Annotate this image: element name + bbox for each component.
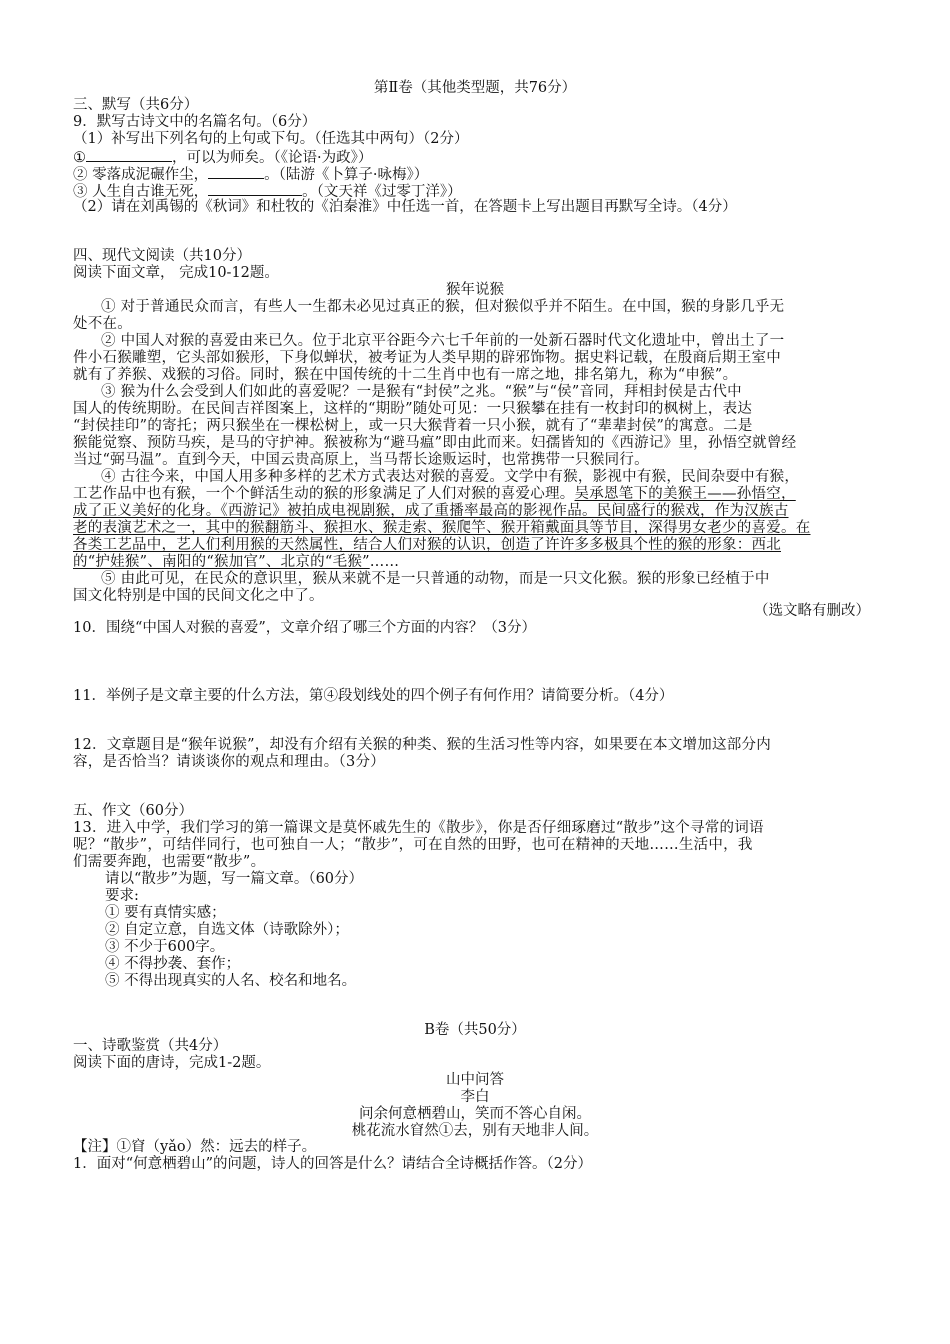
article-line: 国人的传统期盼。在民间吉祥图案上，这样的“期盼”随处可见：一只猴攀在挂有一枚封印的枫树上，表达 [73, 401, 753, 417]
reading-instruction: 阅读下面文章， 完成10-12题。 [73, 265, 279, 281]
dictation-item-1: ① ，可以为师矣。（《论语·为政》） [73, 150, 373, 166]
answer-blank[interactable] [208, 182, 302, 196]
article-line: 件小石猴雕塑，它头部如猴形，下身似蝉状，被考证为人类早期的辟邪饰物。据史料记载，在殷商后期王室中 [73, 350, 781, 366]
question-12: 12．文章题目是“猴年说猴”，却没有介绍有关猴的种类、猴的生活习性等内容，如果要在本文增加这部分内 [73, 737, 772, 753]
question-13: 13．进入中学，我们学习的第一篇课文是莫怀戚先生的《散步》，你是否仔细琢磨过“散步”这个寻常的词语 [73, 820, 764, 836]
requirement-item: ① 要有真情实感； [105, 905, 226, 921]
question-12-cont: 容，是否恰当？请谈谈你的观点和理由。（3分） [73, 754, 385, 770]
answer-blank[interactable] [86, 148, 172, 162]
underlined-example: 的“护娃猴”、南阳的“猴加官”、北京的“毛猴” [73, 554, 370, 570]
underlined-example: 各类工艺品中，艺人们利用猴的天然属性，结合人们对猴的认识，创造了许许多多极具个性的猴的形象：西北 [73, 537, 781, 553]
article-line: 工艺作品中也有猴，一个个鲜活生动的猴的形象满足了人们对猴的喜爱心理。吴承恩笔下的美猴王——孙悟空， [73, 486, 796, 502]
question-13-cont: 呢？“散步”，可结伴同行，也可独自一人；“散步”，可在自然的田野，也可在精神的天地……生活中，我 [73, 837, 753, 853]
dictation-item-2: ② 零落成泥碾作尘， 。（陆游《卜算子·咏梅》） [73, 167, 429, 183]
dictation-heading: 三、默写（共6分） [73, 97, 199, 113]
article-line: 的“护娃猴”、南阳的“猴加官”、北京的“毛猴”…… [73, 554, 400, 570]
article-line: ② 中国人对猴的喜爱由来已久。位于北京平谷距今六七千年前的一处新石器时代文化遗址中，曾出土了一 [101, 333, 785, 349]
question-9-part-1: （1）补写出下列名句的上句或下句。（任选其中两句）（2分） [73, 131, 469, 147]
question-9: 9．默写古诗文中的名篇名句。（6分） [73, 114, 317, 130]
answer-blank[interactable] [208, 165, 264, 179]
requirement-item: ⑤ 不得出现真实的人名、校名和地名。 [105, 973, 357, 989]
poem-title: 山中问答 [446, 1072, 504, 1088]
article-line: “封侯挂印”的寄托；两只猴坐在一棵松树上，或一只大猴背着一只小猴，就有了“辈辈封侯”的寓意。二是 [73, 418, 753, 434]
article-line: ① 对于普通民众而言，有些人一生都未必见过真正的猴，但对猴似乎并不陌生。在中国，猴的身影几乎无 [101, 299, 785, 315]
article-line: 猴能觉察、预防马疾，是马的守护神。猴被称为“避马瘟”即由此而来。妇孺皆知的《西游记》里，孙悟空就曾经 [73, 435, 797, 451]
article-line: 就有了养猴、戏猴的习俗。同时，猴在中国传统的十二生肖中也有一席之地，排名第九，称为“申猴”。 [73, 367, 738, 383]
poem-line: 问余何意栖碧山，笑而不答心自闲。 [359, 1106, 591, 1122]
underlined-example: 成了正义美好的化身。《西游记》被拍成电视剧猴，成了重播率最高的影视作品。民间盛行的猴戏，作为汉族古 [73, 503, 789, 519]
source-note: （选文略有删改） [754, 603, 870, 619]
article-line: 处不在。 [73, 316, 132, 332]
poem-note: 【注】①窅（yǎo）然：远去的样子。 [73, 1139, 317, 1155]
article-line: ③ 猴为什么会受到人们如此的喜爱呢？一是猴有“封侯”之兆。“猴”与“侯”音同，拜相封侯是古代中 [101, 384, 742, 400]
question-10: 10．围绕“中国人对猴的喜爱”，文章介绍了哪三个方面的内容？（3分） [73, 620, 536, 636]
article-title: 猴年说猴 [446, 282, 504, 298]
requirement-item: ③ 不少于600字。 [105, 939, 225, 955]
poem-line: 桃花流水窅然①去，别有天地非人间。 [351, 1123, 599, 1139]
reading-heading: 四、现代文阅读（共10分） [73, 248, 251, 264]
underlined-example: 老的表演艺术之一，其中的猴翻筋斗、猴担水、猴走索、猴爬竿、猴开箱戴面具等节目，深得男女老少的喜爱。在 [73, 520, 811, 536]
question-13-cont: 们需要奔跑，也需要“散步”。 [73, 854, 266, 870]
part-b-title: B卷（共50分） [424, 1022, 526, 1038]
requirement-item: ④ 不得抄袭、套作； [105, 956, 241, 972]
composition-heading: 五、作文（60分） [73, 803, 193, 819]
article-line: 当过“弼马温”。直到今天，中国云贵高原上，当马帮长途贩运时，也常携带一只猴同行。 [73, 452, 649, 468]
requirement-item: ② 自定立意，自选文体（诗歌除外）； [105, 922, 349, 938]
dictation-item-3: ③ 人生自古谁无死， 。（文天祥《过零丁洋》） [73, 184, 462, 200]
article-line: ⑤ 由此可见，在民众的意识里，猴从来就不是一只普通的动物，而是一只文化猴。猴的形象已经植于中 [101, 571, 770, 587]
article-line: ④ 古往今来，中国人用多种多样的艺术方式表达对猴的喜爱。文学中有猴，影视中有猴，民间杂耍中有猴， [101, 469, 800, 485]
underlined-example: 吴承恩笔下的美猴王——孙悟空， [574, 486, 796, 502]
poetry-question-1: 1．面对“何意栖碧山”的问题，诗人的回答是什么？请结合全诗概括作答。（2分） [73, 1156, 593, 1172]
question-9-part-2: （2）请在刘禹锡的《秋词》和杜牧的《泊秦淮》中任选一首，在答题卡上写出题目再默写全诗。（4分） [73, 199, 737, 215]
requirements-label: 要求: [105, 888, 139, 904]
article-line: 国文化特别是中国的民间文化之中了。 [73, 588, 324, 604]
poetry-heading: 一、诗歌鉴赏（共4分） [73, 1038, 228, 1054]
section-title: 第Ⅱ卷（其他类型题，共76分） [373, 80, 577, 96]
composition-prompt: 请以“散步”为题，写一篇文章。（60分） [105, 871, 364, 887]
question-11: 11．举例子是文章主要的什么方法，第④段划线处的四个例子有何作用？请简要分析。（4分） [73, 688, 674, 704]
poetry-instruction: 阅读下面的唐诗，完成1-2题。 [73, 1055, 271, 1071]
poem-author: 李白 [460, 1089, 490, 1105]
